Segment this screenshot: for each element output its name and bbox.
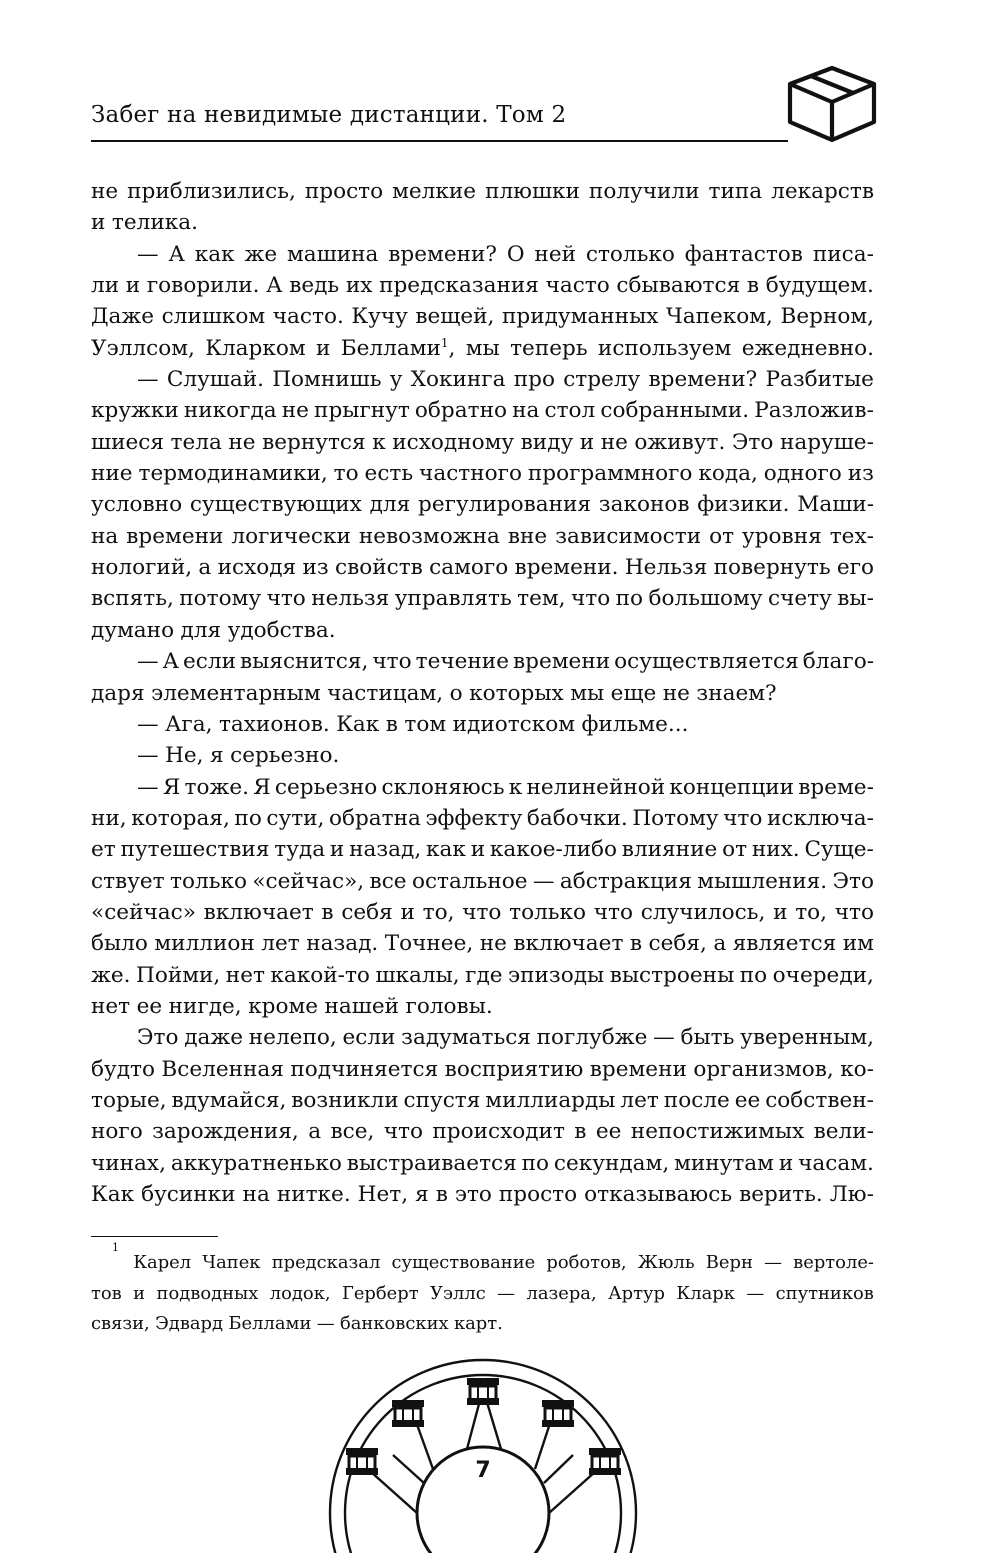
body-line: будто Вселенная подчиняется восприятию времени организмов, ко-	[91, 1056, 874, 1082]
body-line: ет путешествия туда и назад, как и какое-либо влияние от них. Суще-	[91, 837, 874, 863]
body-line: ствует только «сейчас», все остальное — абстракция мышления. Это	[91, 868, 874, 894]
body-line: чинах, аккуратненько выстраивается по секундам, минутам и часам.	[91, 1150, 874, 1176]
body-line: вспять, потому что нельзя управлять тем, что по большому счету вы-	[91, 586, 874, 612]
body-line: — Не, я серьезно.	[137, 743, 340, 769]
footnote-marker: 1	[112, 1241, 119, 1254]
box-icon	[786, 64, 878, 144]
footnote-reference: 1	[440, 335, 449, 350]
ferris-wheel-icon	[322, 1352, 645, 1553]
body-line: — Ага, тахионов. Как в том идиотском фильме...	[137, 711, 689, 737]
body-line: — Я тоже. Я серьезно склоняюсь к нелинейной концепции време-	[137, 774, 874, 800]
body-line: же. Пойми, нет какой-то шкалы, где эпизоды выстроены по очереди,	[91, 962, 874, 988]
body-line: Это даже нелепо, если задуматься поглубже — быть уверенным,	[137, 1025, 874, 1051]
body-line: — А если выяснится, что течение времени осуществляется благо-	[137, 649, 874, 675]
body-text	[91, 176, 874, 1210]
body-line: Даже слишком часто. Кучу вещей, придуманных Чапеком, Верном,	[91, 304, 874, 330]
body-line: Как бусинки на нитке. Нет, я в это просто отказываюсь верить. Лю-	[91, 1182, 874, 1207]
body-line: кружки никогда не прыгнут обратно на стол собранными. Разложив-	[91, 398, 874, 424]
body-line: ли и говорили. А ведь их предсказания часто сбываются в будущем.	[91, 273, 874, 299]
footnote-line: тов и подводных лодок, Герберт Уэллс — лазера, Артур Кларк — спутников	[91, 1282, 874, 1304]
body-line: было миллион лет назад. Точнее, не включает в себя, а является им	[91, 931, 874, 957]
body-line: не приблизились, просто мелкие плюшки получили типа лекарств	[91, 179, 874, 204]
page-number: 7	[475, 1458, 491, 1483]
body-line: думано для удобства.	[91, 617, 336, 643]
body-line: ного зарождения, а все, что происходит в ее непостижимых вели-	[91, 1119, 874, 1145]
body-line: нет ее нигде, кроме нашей головы.	[91, 993, 493, 1019]
body-line: — А как же машина времени? О ней столько фантастов писа-	[137, 241, 874, 267]
footnote-separator	[91, 1236, 218, 1237]
body-line: даря элементарным частицам, о которых мы еще не знаем?	[91, 680, 777, 706]
footnote	[91, 1241, 874, 1340]
header-title: Забег на невидимые дистанции. Том 2	[91, 102, 567, 128]
body-line: ние термодинамики, то есть частного программного кода, одного из	[91, 461, 874, 487]
body-line: нологий, а исходя из свойств самого времени. Нельзя повернуть его	[91, 555, 874, 581]
footnote-line: 1 Карел Чапек предсказал существование роботов, Жюль Верн — вертоле-	[91, 1248, 874, 1279]
running-header	[91, 100, 788, 142]
body-line: «сейчас» включает в себя и то, что только что случилось, и то, что	[91, 899, 874, 925]
body-line: шиеся тела не вернутся к исходному виду и не оживут. Это наруше-	[91, 429, 874, 455]
body-line: на времени логически невозможна вне зависимости от уровня тех-	[91, 523, 874, 549]
body-line: ни, которая, по сути, обратна эффекту бабочки. Потому что исключа-	[91, 805, 874, 831]
body-line: торые, вдумайся, возникли спустя миллиарды лет после ее собствен-	[91, 1087, 874, 1113]
body-line: Уэллсом, Кларком и Беллами$^1$, мы теперь используем ежедневно.	[91, 335, 874, 361]
body-line: и телика.	[91, 210, 198, 236]
body-line: — Слушай. Помнишь у Хокинга про стрелу времени? Разбитые	[137, 367, 874, 393]
body-line: условно существующих для регулирования законов физики. Маши-	[91, 492, 874, 518]
footnote-line: связи, Эдвард Беллами — банковских карт.	[91, 1313, 503, 1334]
